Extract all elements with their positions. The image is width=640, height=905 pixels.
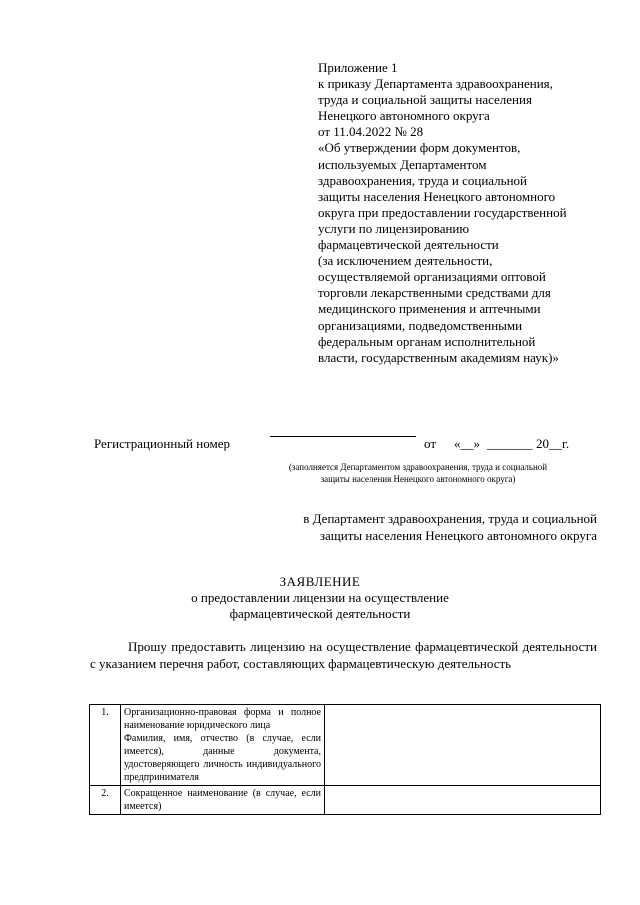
addressee-line: защиты населения Ненецкого автономного округа <box>319 528 597 543</box>
registration-date-day[interactable]: «__» <box>454 436 480 451</box>
title-line: о предоставлении лицензии на осуществление <box>191 590 449 605</box>
annex-line: Ненецкого автономного округа <box>318 108 490 124</box>
annex-line: «Об утверждении форм документов, <box>318 140 521 156</box>
annex-line: (за исключением деятельности, <box>318 253 493 269</box>
annex-line: федеральным органам исполнительной <box>318 333 536 349</box>
annex-line: к приказу Департамента здравоохранения, <box>318 76 553 92</box>
application-form-table <box>89 704 601 815</box>
row-number: 1. <box>90 705 121 786</box>
registration-note <box>248 462 588 485</box>
request-paragraph: Прошу предоставить лицензию на осуществление фармацевтической деятельности с указанием перечня работ, составляющих фармацевтическую деятельность <box>90 639 597 671</box>
addressee-line: в Департамент здравоохранения, труда и социальной <box>303 511 597 526</box>
table-row <box>90 786 601 815</box>
row-value-field[interactable] <box>325 705 601 786</box>
row-label-line: Сокращенное наименование (в случае, если имеется) <box>124 788 321 812</box>
row-label-line: Организационно-правовая форма и полное наименование юридического лица <box>124 707 321 731</box>
registration-label: Регистрационный номер <box>94 436 230 451</box>
annex-line: торговли лекарственными средствами для <box>318 285 551 301</box>
document-title <box>0 574 640 622</box>
annex-line: услуги по лицензированию <box>318 220 470 236</box>
row-value-field[interactable] <box>325 786 601 815</box>
row-label <box>121 705 325 786</box>
registration-note-line: (заполняется Департаментом здравоохранения, труда и социальной <box>288 462 548 472</box>
annex-line: осуществляемой организациями оптовой <box>318 269 546 285</box>
annex-line: власти, государственным академиям наук)» <box>318 349 559 365</box>
registration-number-field[interactable] <box>270 436 416 437</box>
row-number: 2. <box>90 786 121 815</box>
row-label-line: Фамилия, имя, отчество (в случае, если имеется), данные документа, удостоверяющего личность индивидуального предпринимателя <box>124 733 321 783</box>
registration-date-month[interactable]: _______ <box>487 436 533 451</box>
title-line: фармацевтической деятельности <box>229 606 411 621</box>
registration-note-line: защиты населения Ненецкого автономного округа) <box>320 473 516 484</box>
annex-line: округа при предоставлении государственной <box>318 204 567 220</box>
registration-date-year[interactable]: 20__г. <box>536 436 570 451</box>
registration-row <box>94 436 594 454</box>
annex-line: Приложение 1 <box>318 60 398 75</box>
title-line: ЗАЯВЛЕНИЕ <box>279 574 361 589</box>
registration-from-label: от <box>424 436 437 451</box>
annex-line: здравоохранения, труда и социальной <box>318 172 527 188</box>
annex-line: организациями, подведомственными <box>318 317 523 333</box>
annex-line: медицинского применения и аптечными <box>318 301 541 317</box>
addressee <box>270 510 597 544</box>
row-label <box>121 786 325 815</box>
annex-line: фармацевтической деятельности <box>318 237 499 253</box>
annex-line: используемых Департаментом <box>318 156 487 172</box>
annex-header <box>318 60 618 366</box>
annex-line: от 11.04.2022 № 28 <box>318 124 424 140</box>
annex-line: защиты населения Ненецкого автономного <box>318 188 556 204</box>
annex-line: труда и социальной защиты населения <box>318 92 532 108</box>
table-row <box>90 705 601 786</box>
